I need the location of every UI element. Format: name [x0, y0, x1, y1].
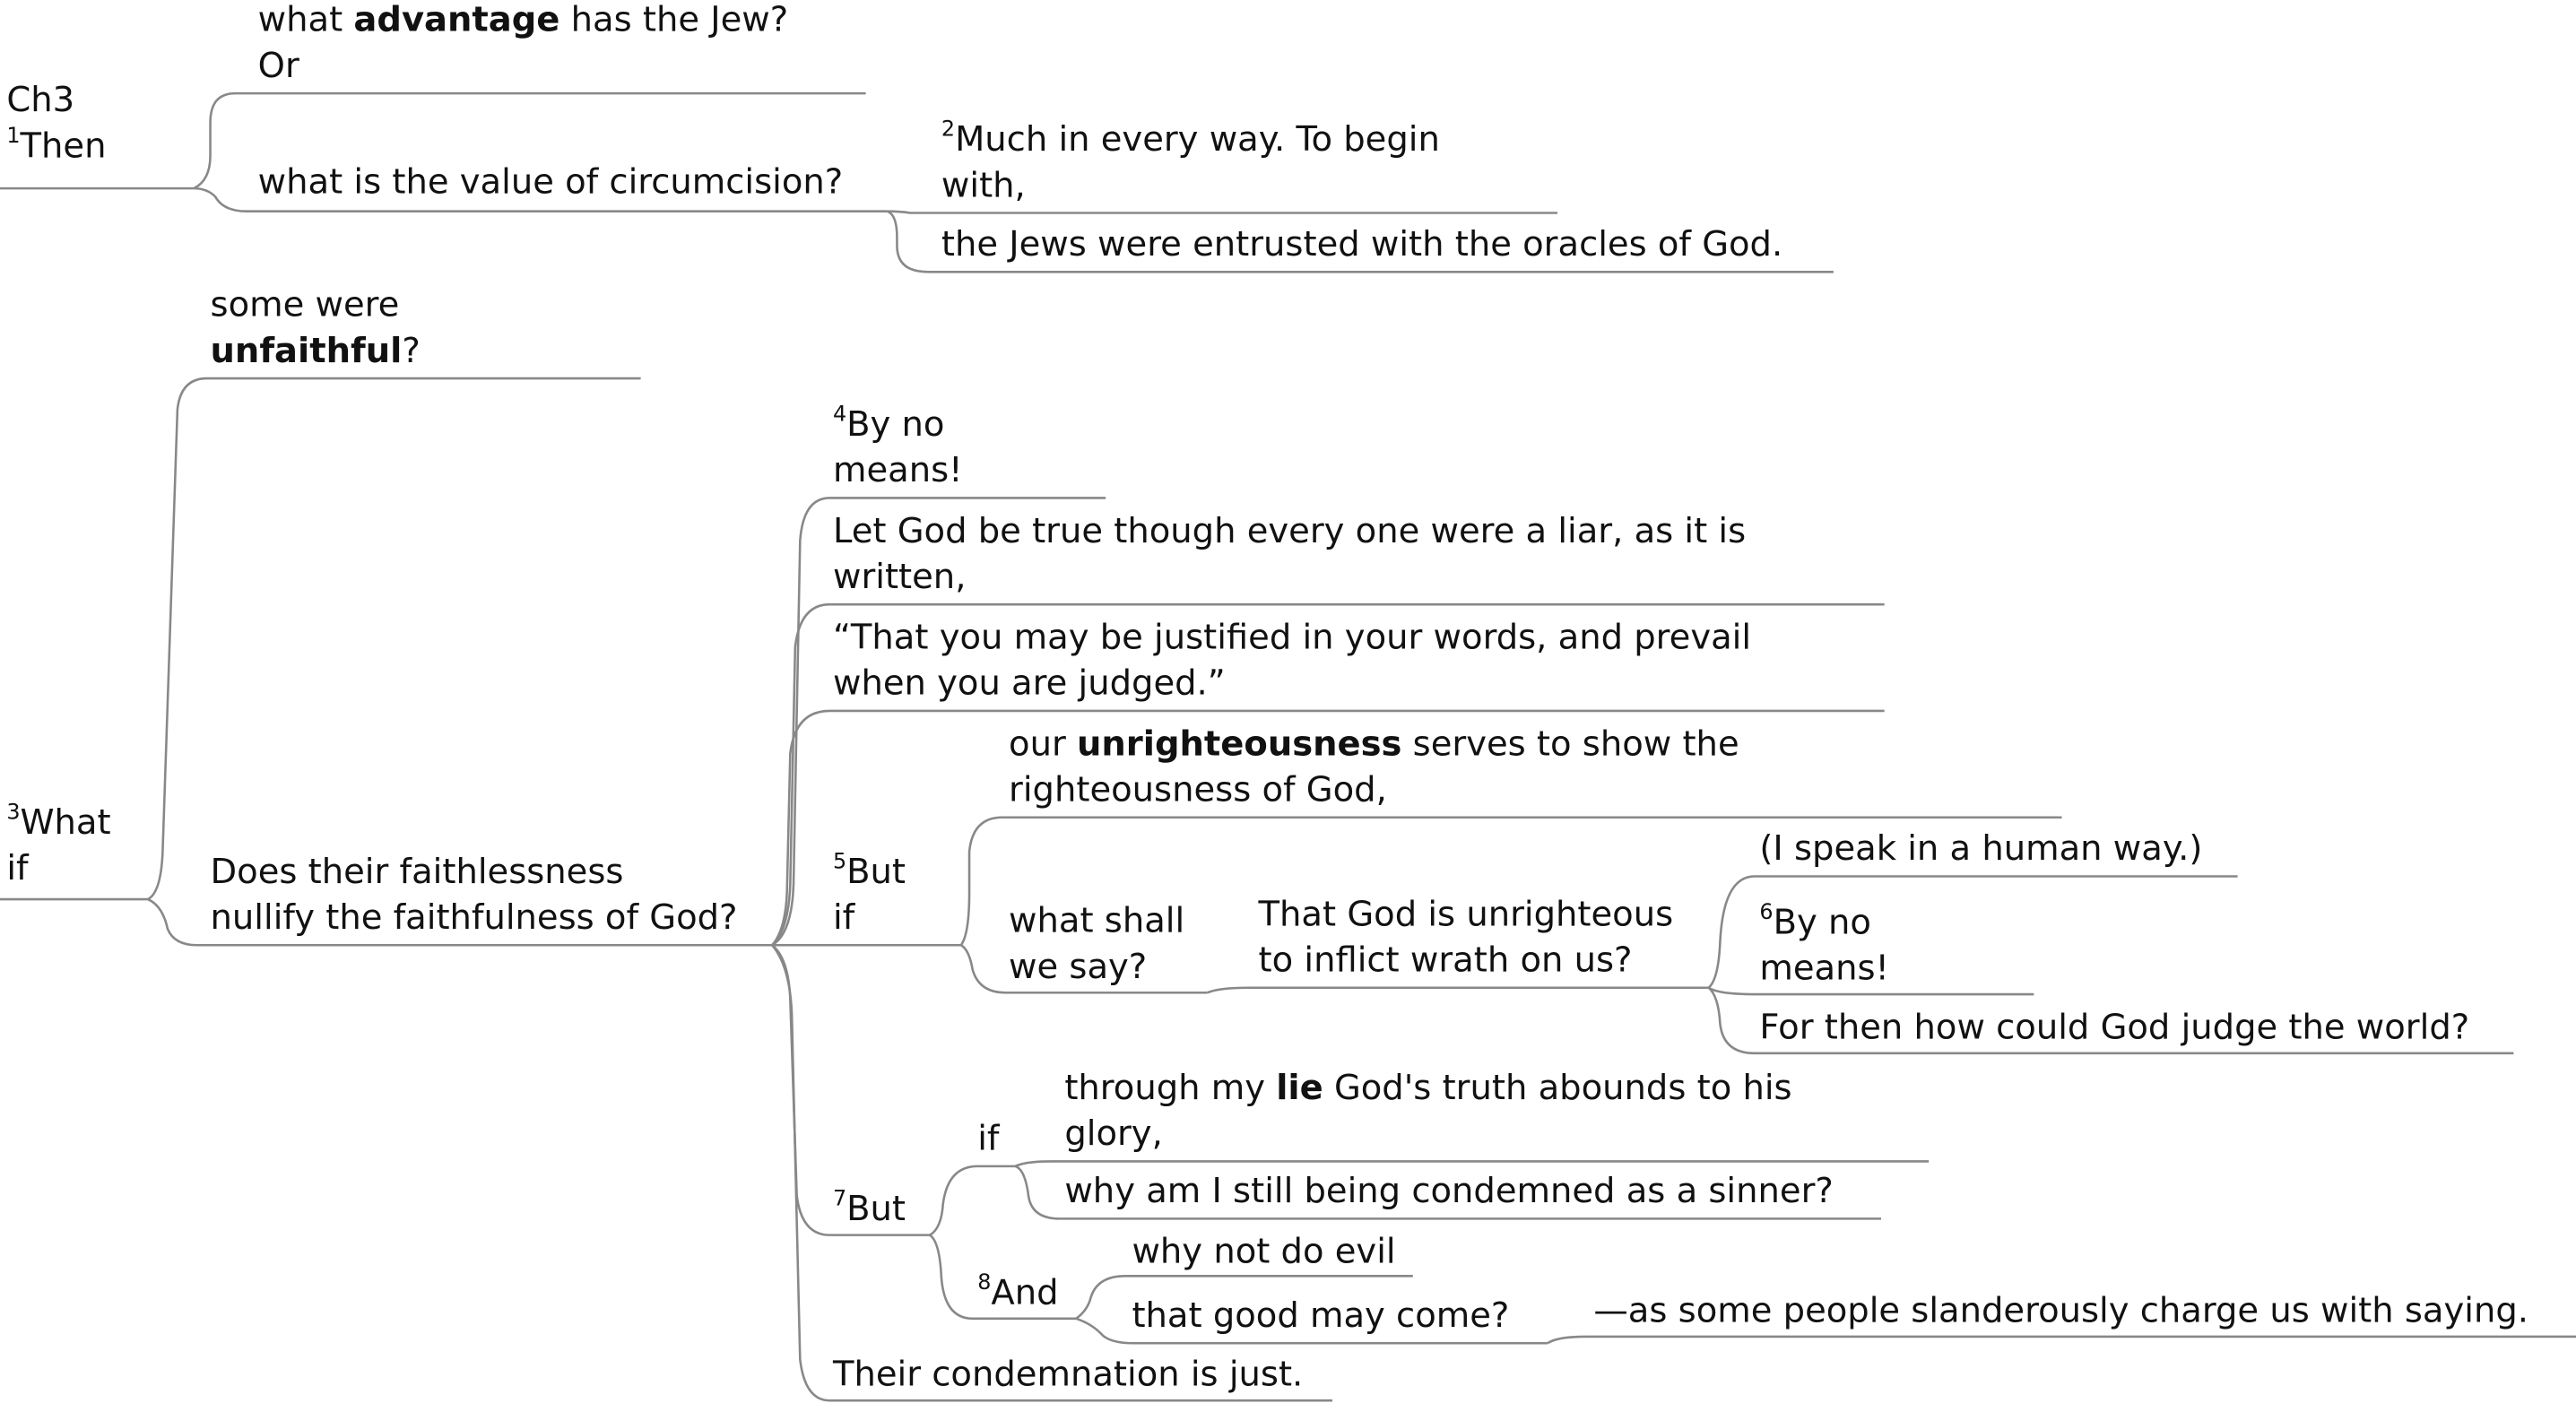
text-run: But: [846, 1189, 906, 1229]
text-run: serves to show the: [1401, 723, 1739, 764]
text-run: if: [6, 848, 29, 888]
branch-if-lie: [1015, 1161, 1929, 1165]
node-unfaithful: [211, 282, 421, 373]
text-run: why not do evil: [1132, 1231, 1396, 1271]
node-by-no-means-4: [833, 402, 963, 493]
node-nullify: [211, 848, 738, 940]
text-run: the Jews were entrusted with the oracles of God.: [941, 224, 1783, 264]
branch-but7-if: [930, 1166, 1015, 1235]
text-run: For then how could God judge the world?: [1759, 1007, 2470, 1047]
node-justified: [833, 614, 1751, 706]
text-run: (I speak in a human way.): [1759, 828, 2203, 869]
node-judge-world: [1759, 1004, 2469, 1050]
text-run: to inflict wrath on us?: [1258, 940, 1633, 980]
text-run: “That you may be justified in your words, and prevail: [832, 617, 1752, 657]
branch-circ-much: [887, 212, 1557, 213]
text-run: some were: [210, 284, 400, 325]
text-run: ?: [402, 331, 421, 370]
text-run: What: [20, 802, 111, 843]
text-run: our: [1009, 723, 1078, 764]
verse-number: 3: [6, 801, 21, 826]
text-run: through my: [1064, 1068, 1277, 1108]
text-run: —as some people slanderously charge us with saying.: [1593, 1290, 2529, 1330]
text-run: Their condemnation is just.: [832, 1355, 1304, 1394]
text-run: But: [846, 852, 906, 891]
text-run: why am I still being condemned as a sinner?: [1064, 1171, 1834, 1211]
verse-number: 7: [832, 1187, 847, 1213]
text-run: means!: [832, 450, 963, 490]
text-run: what: [257, 0, 354, 39]
text-run: By no: [846, 404, 945, 445]
verse-number: 5: [832, 850, 847, 875]
node-human-way: [1759, 826, 2202, 871]
node-do-evil: [1132, 1228, 1395, 1274]
node-ch3-then: [6, 77, 106, 169]
node-circumcision: [258, 159, 844, 204]
text-run: means!: [1759, 948, 1890, 988]
branch-whatshall-wrath: [1208, 988, 1709, 992]
node-wrath: [1259, 891, 1674, 983]
text-run: righteousness of God,: [1009, 769, 1387, 810]
node-condemnation-just: [833, 1351, 1303, 1397]
bold-keyword: lie: [1276, 1068, 1323, 1108]
text-run: Much in every way. To begin: [955, 119, 1440, 160]
text-run: if: [832, 897, 855, 938]
verse-number: 8: [977, 1270, 992, 1296]
node-good-may-come: [1132, 1293, 1509, 1338]
text-run: what is the value of circumcision?: [257, 161, 844, 202]
text-run: That God is unrighteous: [1258, 894, 1674, 934]
text-run: with,: [941, 165, 1026, 205]
text-run: By no: [1773, 902, 1871, 942]
node-but-7: [833, 1186, 906, 1232]
branch-whatif-unfaithful: [148, 378, 641, 899]
text-run: when you are judged.”: [832, 663, 1226, 703]
node-my-lie: [1064, 1065, 1791, 1156]
text-run: Let God be true though every one were a liar, as it is: [832, 511, 1747, 550]
verse-number: 4: [832, 403, 847, 428]
text-run: And: [991, 1272, 1059, 1312]
text-run: God's truth abounds to his: [1323, 1068, 1792, 1108]
text-run: Ch3: [6, 80, 75, 120]
text-run: that good may come?: [1132, 1295, 1510, 1336]
text-run: has the Jew?: [559, 0, 789, 39]
node-if-7: [977, 1115, 999, 1161]
text-run: if: [977, 1118, 1000, 1158]
node-and-8: [977, 1269, 1058, 1315]
text-run: we say?: [1009, 947, 1148, 986]
text-run: Does their faithlessness: [210, 852, 624, 891]
text-run: Or: [257, 46, 299, 86]
node-much-every-way: [941, 117, 1440, 208]
node-but-if-5: [833, 848, 906, 940]
bold-keyword: unfaithful: [210, 331, 403, 370]
node-by-no-means-6: [1759, 899, 1889, 991]
verse-number: 2: [941, 117, 956, 143]
bold-keyword: unrighteousness: [1077, 723, 1402, 764]
node-what-if: [6, 800, 110, 891]
text-run: written,: [832, 557, 967, 597]
text-run: nullify the faithfulness of God?: [210, 897, 738, 938]
verse-number: 1: [6, 124, 21, 150]
text-run: what shall: [1009, 900, 1185, 940]
text-run: Then: [20, 126, 107, 166]
node-let-god-be-true: [833, 507, 1746, 599]
node-slander: [1593, 1287, 2528, 1333]
bold-keyword: advantage: [353, 0, 560, 39]
node-unrighteousness: [1009, 721, 1739, 812]
text-run: glory,: [1064, 1113, 1163, 1154]
node-what-shall-we-say: [1009, 897, 1184, 989]
verse-number: 6: [1759, 900, 1774, 926]
node-condemned-sinner: [1064, 1168, 1833, 1214]
node-advantage: [258, 0, 788, 89]
branch-good-slander: [1548, 1337, 2576, 1343]
node-oracles: [941, 221, 1782, 267]
